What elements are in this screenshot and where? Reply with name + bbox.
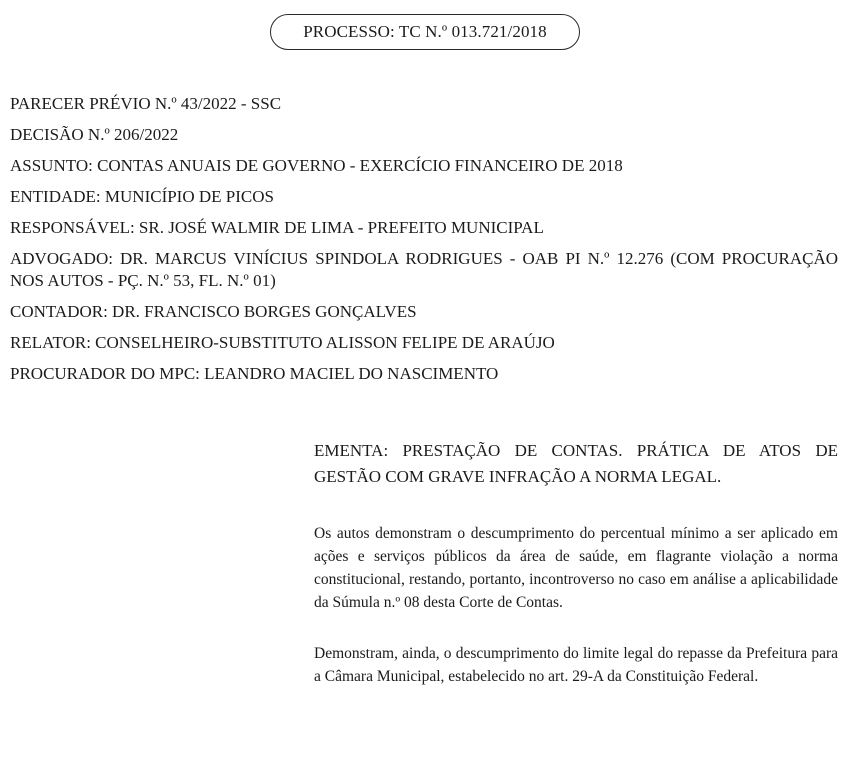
- ementa-paragraph-1: Os autos demonstram o descumprimento do percentual mínimo a ser aplicado em ações e serviços públicos da área de saúde, em flagrante violação a norma constitucional, restando, portanto, incontroverso no caso em análise a aplicabilidade da Súmula n.º 08 desta Corte de Contas.: [314, 525, 838, 611]
- procurador-line: PROCURADOR DO MPC: LEANDRO MACIEL DO NASCIMENTO: [10, 364, 499, 383]
- ementa-title: EMENTA: PRESTAÇÃO DE CONTAS. PRÁTICA DE ATOS DE GESTÃO COM GRAVE INFRAÇÃO A NORMA LEGAL.: [314, 441, 838, 486]
- process-number-label: PROCESSO: TC N.º 013.721/2018: [303, 22, 547, 41]
- advogado-line: ADVOGADO: DR. MARCUS VINÍCIUS SPINDOLA RODRIGUES - OAB PI N.º 12.276 (COM PROCURAÇÃO NOS AUTOS - PÇ. N.º 53, FL. N.º 01): [10, 249, 838, 290]
- entidade-line: ENTIDADE: MUNICÍPIO DE PICOS: [10, 187, 274, 206]
- contador-line: CONTADOR: DR. FRANCISCO BORGES GONÇALVES: [10, 302, 417, 321]
- relator-line: RELATOR: CONSELHEIRO-SUBSTITUTO ALISSON FELIPE DE ARAÚJO: [10, 333, 555, 352]
- ementa-section: [314, 438, 838, 688]
- decisao-line: DECISÃO N.º 206/2022: [10, 125, 179, 144]
- case-header: [10, 93, 838, 394]
- process-number-badge: [270, 14, 580, 50]
- assunto-line: ASSUNTO: CONTAS ANUAIS DE GOVERNO - EXERCÍCIO FINANCEIRO DE 2018: [10, 156, 623, 175]
- ementa-paragraph-2: Demonstram, ainda, o descumprimento do limite legal do repasse da Prefeitura para a Câmara Municipal, estabelecido no art. 29-A da Constituição Federal.: [314, 645, 838, 685]
- parecer-line: PARECER PRÉVIO N.º 43/2022 - SSC: [10, 94, 282, 113]
- responsavel-line: RESPONSÁVEL: SR. JOSÉ WALMIR DE LIMA - PREFEITO MUNICIPAL: [10, 218, 544, 237]
